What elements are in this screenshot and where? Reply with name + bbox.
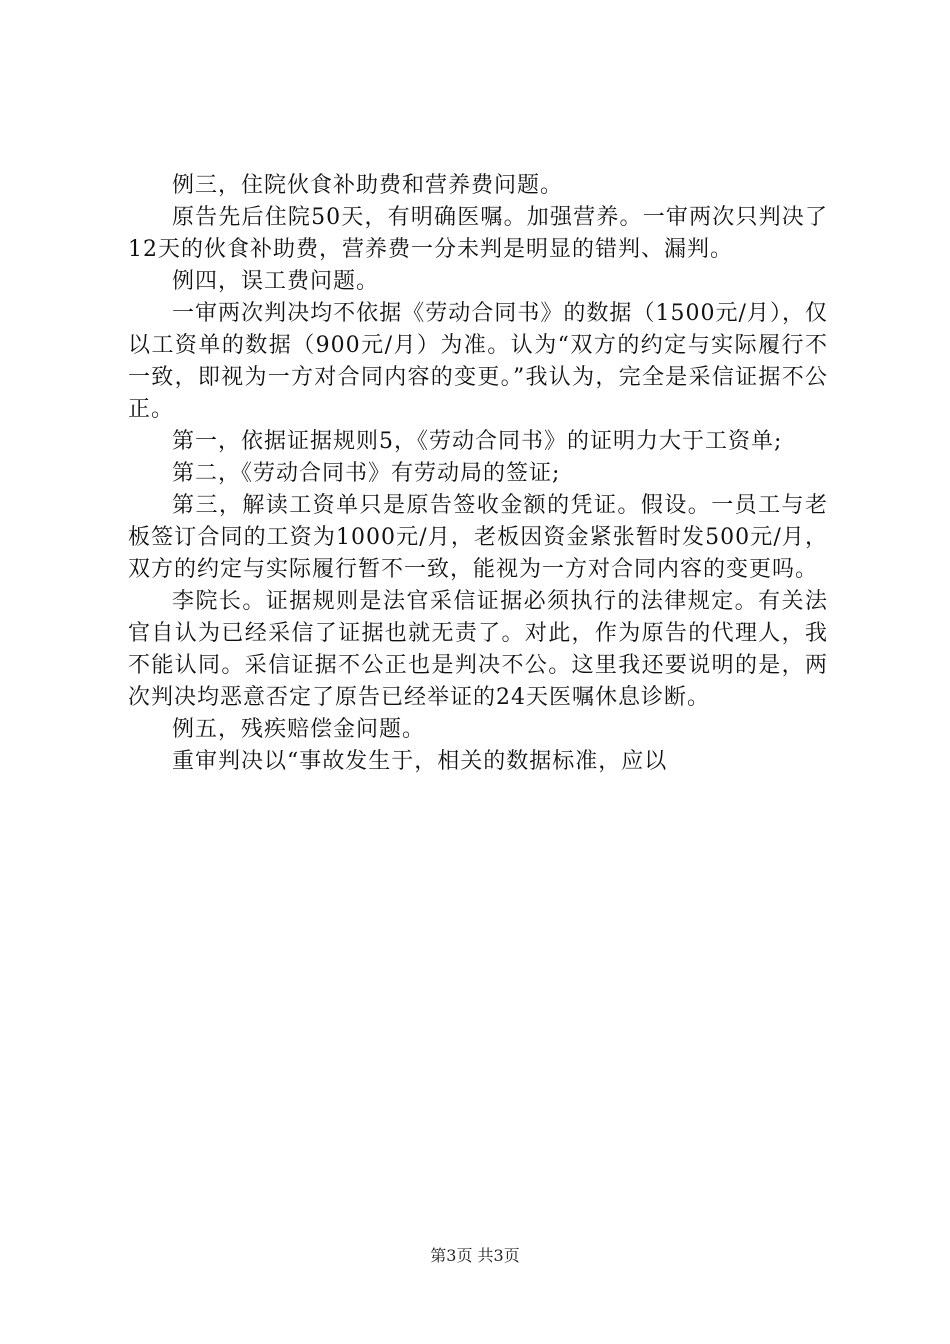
- paragraph-point-2: 第二，《劳动合同书》有劳动局的签证;: [172, 461, 561, 486]
- paragraph-example-4-title: 例四，误工费问题。: [172, 269, 380, 294]
- paragraph-example-3-body: 原告先后住院50天，有明确医嘱。加强营养。一审两次只判决了12天的伙食补助费，营养费一分未判是明显的错判、漏判。: [128, 205, 828, 262]
- document-body: [128, 170, 828, 778]
- paragraph-address-president: 李院长。证据规则是法官采信证据必须执行的法律规定。有关法官自认为已经采信了证据也就无责了。对此，作为原告的代理人，我不能认同。采信证据不公正也是判决不公。这里我还要说明的是，两次判决均恶意否定了原告已经举证的24天医嘱休息诊断。: [128, 589, 828, 710]
- paragraph-example-4-body: 一审两次判决均不依据《劳动合同书》的数据（1500元/月），仅以工资单的数据（900元/月）为准。认为“双方的约定与实际履行不一致，即视为一方对合同内容的变更。”我认为，完全是采信证据不公正。: [128, 301, 828, 422]
- paragraph-point-3: 第三，解读工资单只是原告签收金额的凭证。假设。一员工与老板签订合同的工资为1000元/月，老板因资金紧张暂时发500元/月，双方的约定与实际履行暂不一致，能视为一方对合同内容的变更吗。: [128, 493, 828, 582]
- paragraph-example-3-title: 例三，住院伙食补助费和营养费问题。: [172, 173, 564, 198]
- paragraph-point-1: 第一，依据证据规则5，《劳动合同书》的证明力大于工资单;: [172, 429, 783, 454]
- paragraph-example-5-title: 例五，残疾赔偿金问题。: [172, 717, 426, 742]
- page-number-footer: 第3页 共3页: [430, 1246, 520, 1265]
- paragraph-example-5-body: 重审判决以“事故发生于，相关的数据标准，应以: [172, 749, 668, 774]
